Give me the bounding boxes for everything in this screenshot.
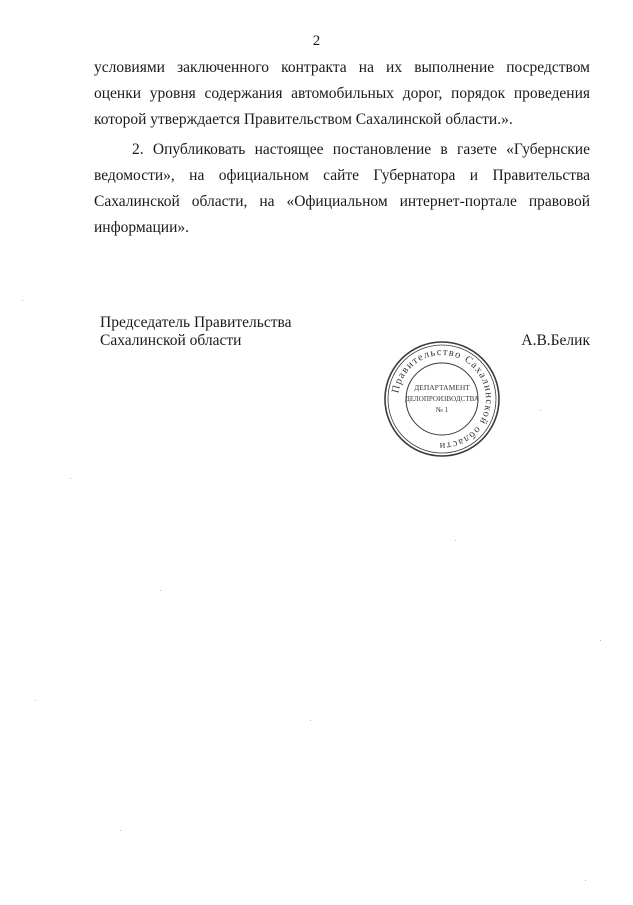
page-number: 2	[312, 33, 321, 49]
scan-speck	[35, 700, 36, 701]
signatory-name: А.В.Белик	[521, 332, 590, 349]
scan-speck	[70, 478, 71, 479]
seal-center-line-1: ДЕПАРТАМЕНТ	[414, 383, 470, 392]
signatory-position-line-2: Сахалинской области	[100, 332, 242, 349]
scan-speck	[600, 640, 601, 641]
seal-center-line-2: ДЕЛОПРОИЗВОДСТВА	[405, 395, 479, 403]
scan-speck	[455, 540, 456, 541]
paragraph-continuation: условиями заключенного контракта на их выполнение посредством оценки уровня содержания автомобильных дорог, порядок проведения которой утверждается Правительством Сахалинской области.».	[94, 59, 590, 128]
scan-speck	[585, 880, 586, 881]
scan-speck	[310, 720, 311, 721]
scan-speck	[22, 300, 23, 301]
signatory-position-line-1: Председатель Правительства	[100, 314, 292, 331]
scan-speck	[160, 590, 161, 591]
scan-speck	[540, 410, 541, 411]
document-body	[94, 55, 590, 241]
seal-ring-text: Правительство Сахалинской области	[390, 346, 495, 452]
paragraph-publication-clause: 2. Опубликовать настоящее постановление в газете «Губернские ведомости», на официальном сайте Губернатора и Правительства Сахалинской области, на «Официальном интернет-портале правовой информации».	[94, 141, 590, 236]
signatory-position	[100, 314, 292, 350]
official-seal-stamp	[383, 340, 501, 458]
scan-speck	[120, 830, 121, 831]
seal-center-line-3: № 1	[435, 405, 449, 414]
seal-graphic	[383, 340, 501, 458]
